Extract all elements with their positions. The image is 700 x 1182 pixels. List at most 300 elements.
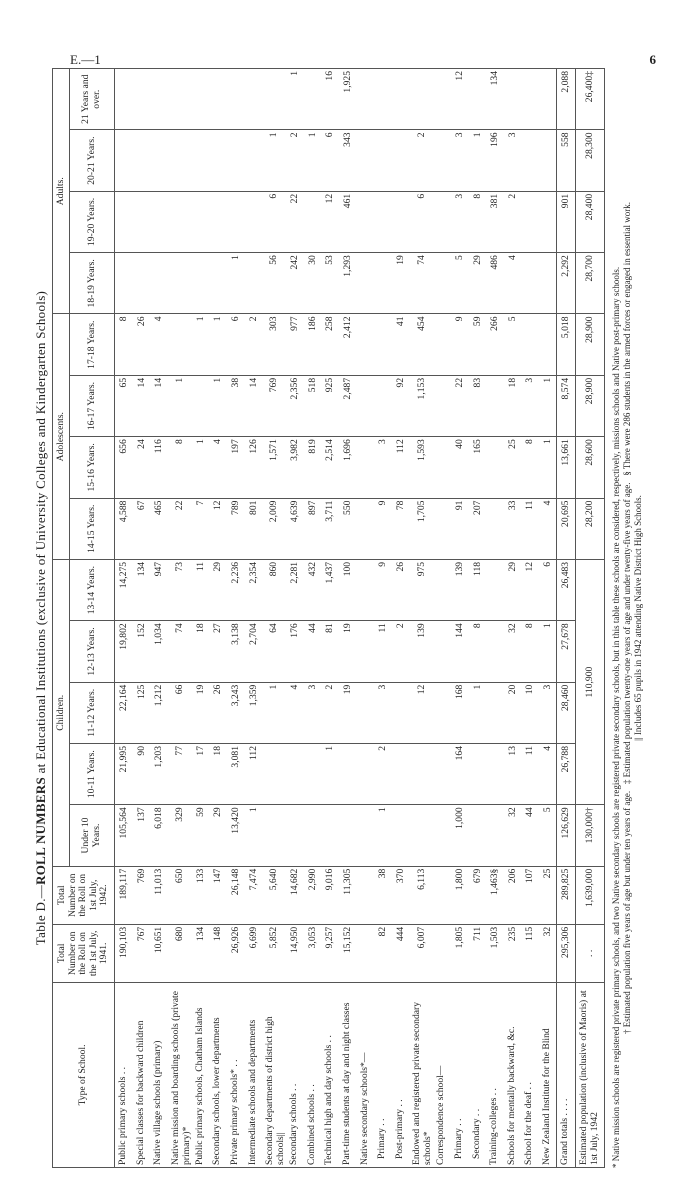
cell-value: 12	[321, 191, 339, 252]
table-row	[286, 69, 304, 1168]
cell-value	[150, 191, 168, 252]
cell-value: 6,018	[150, 805, 168, 866]
row-label: Public primary schools, Chatham Islands	[192, 982, 210, 1167]
cell-value	[245, 69, 263, 130]
table-row	[504, 69, 522, 1168]
cell-value	[150, 253, 168, 314]
cell-value	[433, 314, 451, 375]
cell-value: 14,682	[286, 866, 304, 924]
estimate-adolescents: 28,900	[576, 314, 605, 375]
cell-value: 26,148	[227, 866, 245, 924]
cell-value: 1	[374, 805, 392, 866]
cell-value: 18	[209, 743, 227, 804]
cell-value: 78	[392, 498, 410, 559]
cell-value: 56	[262, 253, 286, 314]
cell-value: 454	[409, 314, 433, 375]
table-row	[409, 69, 433, 1168]
row-label: Native mission and boarding schools (private primary)*	[168, 982, 192, 1167]
table-row	[227, 69, 245, 1168]
cell-value: 2	[504, 191, 522, 252]
cell-value	[339, 805, 357, 866]
header-age: Under 10 Years.	[70, 805, 115, 866]
cell-value	[357, 69, 375, 130]
cell-value: 12	[451, 69, 469, 130]
cell-value: 13	[504, 743, 522, 804]
cell-value	[150, 130, 168, 191]
cell-value: 1,153	[409, 375, 433, 436]
cell-value	[304, 69, 322, 130]
cell-value: 32	[539, 924, 557, 982]
cell-value	[115, 130, 133, 191]
cell-value: 9,257	[321, 924, 339, 982]
cell-value: 5	[539, 805, 557, 866]
cell-value: 4	[539, 743, 557, 804]
cell-value: 148	[209, 924, 227, 982]
header-age: 10-11 Years.	[70, 743, 115, 804]
row-label: Endowed and registered private secondary schools*	[409, 982, 433, 1167]
cell-value: 258	[321, 314, 339, 375]
row-label: Public primary schools . .	[115, 982, 133, 1167]
table-row	[539, 69, 557, 1168]
cell-value	[357, 621, 375, 682]
cell-value	[433, 69, 451, 130]
cell-value	[115, 191, 133, 252]
cell-value: 105,564	[115, 805, 133, 866]
table-row	[486, 69, 504, 1168]
cell-value	[262, 69, 286, 130]
cell-value: 711	[469, 924, 487, 982]
header-age: 14-15 Years.	[70, 498, 115, 559]
cell-value: 13,420	[227, 805, 245, 866]
cell-value: 819	[304, 437, 322, 498]
row-label: Special classes for backward children	[133, 982, 151, 1167]
footnote-1: * Native mission schools are registered private primary schools, and two Native secondary schools are registered private secondary schools, but in this table these schools are considered, respectively, missions schools and Native post-primary schools.	[611, 266, 622, 1168]
cell-value: 2,412	[339, 314, 357, 375]
cell-value: 1	[469, 130, 487, 191]
cell-value: 91	[451, 498, 469, 559]
table-row	[115, 69, 133, 1168]
cell-value: 381	[486, 191, 504, 252]
estimate-adults: 26,400‡	[576, 69, 605, 130]
cell-value: 24	[133, 437, 151, 498]
cell-value: 2,292	[557, 253, 576, 314]
cell-value: 73	[168, 559, 192, 620]
cell-value: 29	[209, 805, 227, 866]
cell-value: 152	[133, 621, 151, 682]
table-row	[357, 69, 375, 1168]
cell-value: 12	[209, 498, 227, 559]
cell-value: 1	[262, 130, 286, 191]
cell-value: 8,574	[557, 375, 576, 436]
row-label: Intermediate schools and departments	[245, 982, 263, 1167]
estimate-row	[576, 69, 605, 1168]
cell-value	[192, 69, 210, 130]
cell-value: 303	[262, 314, 286, 375]
cell-value: 12	[409, 682, 433, 743]
cell-value	[374, 191, 392, 252]
estimate-adolescents: 28,200	[576, 498, 605, 559]
cell-value: 7	[192, 498, 210, 559]
cell-value: 29	[504, 559, 522, 620]
cell-value	[486, 621, 504, 682]
cell-value: 14	[245, 375, 263, 436]
cell-value: 92	[392, 375, 410, 436]
cell-value	[286, 743, 304, 804]
table-row	[133, 69, 151, 1168]
row-label: School for the deaf . .	[521, 982, 539, 1167]
table-body	[115, 69, 605, 1168]
header-age: 19-20 Years.	[70, 191, 115, 252]
cell-value: 5,018	[557, 314, 576, 375]
cell-value: 4	[504, 253, 522, 314]
cell-value	[192, 375, 210, 436]
cell-value: 9,016	[321, 866, 339, 924]
cell-value: 266	[486, 314, 504, 375]
row-label: Native village schools (primary)	[150, 982, 168, 1167]
table-row	[168, 69, 192, 1168]
cell-value: 189,117	[115, 866, 133, 924]
cell-value: 1	[209, 314, 227, 375]
cell-value	[357, 191, 375, 252]
cell-value: 2,487	[339, 375, 357, 436]
cell-value: 14	[150, 375, 168, 436]
cell-value: 947	[150, 559, 168, 620]
cell-value: 196	[486, 130, 504, 191]
cell-value: 38	[374, 866, 392, 924]
page-number: 6	[649, 52, 656, 67]
table-title-rest: at Educational Institutions (exclusive of University Colleges and Kindergarten Schools)	[33, 290, 48, 777]
cell-value: 168	[451, 682, 469, 743]
cell-value: 977	[286, 314, 304, 375]
estimate-1941: . .	[576, 924, 605, 982]
cell-value: 1	[469, 682, 487, 743]
cell-value: 1,203	[150, 743, 168, 804]
cell-value	[433, 559, 451, 620]
cell-value: 370	[392, 866, 410, 924]
cell-value: 139	[409, 621, 433, 682]
cell-value: 38	[227, 375, 245, 436]
cell-value: 1,437	[321, 559, 339, 620]
row-label: Schools for mentally backward, &c.	[504, 982, 522, 1167]
cell-value: 144	[451, 621, 469, 682]
footnote-3: ‡ Estimated population twenty-one years of age and under twenty-five years of age.	[622, 482, 633, 785]
cell-value	[357, 805, 375, 866]
cell-value: 1	[539, 437, 557, 498]
cell-value: 5	[451, 253, 469, 314]
cell-value: 2	[286, 130, 304, 191]
cell-value: 680	[168, 924, 192, 982]
cell-value: 118	[469, 559, 487, 620]
cell-value	[433, 253, 451, 314]
cell-value	[209, 191, 227, 252]
row-label: Part-time students at day and night classes	[339, 982, 357, 1167]
estimate-adolescents: 28,600	[576, 437, 605, 498]
row-label: Correspondence school—	[433, 982, 451, 1167]
cell-value: 1,696	[339, 437, 357, 498]
cell-value: 3	[521, 375, 539, 436]
cell-value: 19	[339, 682, 357, 743]
cell-value: 14,275	[115, 559, 133, 620]
cell-value: 32	[504, 621, 522, 682]
cell-value: 1,925	[339, 69, 357, 130]
cell-value: 30	[304, 253, 322, 314]
cell-value	[357, 559, 375, 620]
rotated-table-block	[30, 68, 675, 1168]
cell-value: 679	[469, 866, 487, 924]
cell-value: 1,805	[451, 924, 469, 982]
table-row	[245, 69, 263, 1168]
cell-value: 2,281	[286, 559, 304, 620]
cell-value: 27,678	[557, 621, 576, 682]
cell-value: 20	[504, 682, 522, 743]
cell-value	[409, 743, 433, 804]
cell-value: 147	[209, 866, 227, 924]
cell-value: 25	[539, 866, 557, 924]
cell-value: 44	[521, 805, 539, 866]
cell-value	[392, 743, 410, 804]
cell-value: 4	[209, 437, 227, 498]
header-total-1941: Total Number on the Roll on the 1st July, 1941.	[53, 924, 115, 982]
cell-value	[486, 805, 504, 866]
cell-value	[209, 253, 227, 314]
cell-value	[433, 866, 451, 924]
cell-value: 1,034	[150, 621, 168, 682]
cell-value: 4	[286, 682, 304, 743]
cell-value	[168, 253, 192, 314]
cell-value: 139	[451, 559, 469, 620]
header-age: 12-13 Years.	[70, 621, 115, 682]
table-row	[150, 69, 168, 1168]
row-label: Primary . .	[374, 982, 392, 1167]
cell-value	[192, 191, 210, 252]
cell-value: 77	[168, 743, 192, 804]
cell-value: 2,354	[245, 559, 263, 620]
cell-value: 1	[245, 805, 263, 866]
cell-value: 3,711	[321, 498, 339, 559]
cell-value	[262, 805, 286, 866]
cell-value: 486	[486, 253, 504, 314]
cell-value: 134	[486, 69, 504, 130]
cell-value	[286, 805, 304, 866]
cell-value: 975	[409, 559, 433, 620]
cell-value	[357, 375, 375, 436]
cell-value	[357, 314, 375, 375]
cell-value: 21,995	[115, 743, 133, 804]
cell-value: 82	[374, 924, 392, 982]
estimate-adolescents: 28,900	[576, 375, 605, 436]
footnote-2: † Estimated population five years of age but under ten years of age.	[622, 790, 633, 1035]
cell-value: 2	[321, 682, 339, 743]
estimate-1942: 1,639,000	[576, 866, 605, 924]
cell-value: 3,081	[227, 743, 245, 804]
cell-value: 26,926	[227, 924, 245, 982]
cell-value: 16	[321, 69, 339, 130]
cell-value: 2,356	[286, 375, 304, 436]
cell-value: 518	[304, 375, 322, 436]
cell-value	[192, 253, 210, 314]
cell-value: 4	[539, 498, 557, 559]
cell-value	[357, 498, 375, 559]
table-row	[304, 69, 322, 1168]
cell-value: 90	[133, 743, 151, 804]
cell-value: 197	[227, 437, 245, 498]
cell-value	[304, 805, 322, 866]
cell-value: 33	[504, 498, 522, 559]
cell-value: 550	[339, 498, 357, 559]
cell-value: 3,138	[227, 621, 245, 682]
cell-value: 137	[133, 805, 151, 866]
cell-value	[304, 191, 322, 252]
cell-value: 1,359	[245, 682, 263, 743]
cell-value: 100	[339, 559, 357, 620]
cell-value: 6	[262, 191, 286, 252]
cell-value: 2	[374, 743, 392, 804]
cell-value: 4	[150, 314, 168, 375]
cell-value	[409, 69, 433, 130]
cell-value: 126,629	[557, 805, 576, 866]
cell-value: 26	[133, 314, 151, 375]
cell-value: 343	[339, 130, 357, 191]
table-row	[469, 69, 487, 1168]
cell-value: 133	[192, 866, 210, 924]
cell-value	[133, 69, 151, 130]
cell-value	[209, 130, 227, 191]
table-row	[192, 69, 210, 1168]
cell-value: 22	[168, 498, 192, 559]
cell-value	[433, 682, 451, 743]
table-row	[374, 69, 392, 1168]
cell-value	[357, 924, 375, 982]
estimate-under10: 130,000†	[576, 805, 605, 866]
cell-value: 3	[374, 682, 392, 743]
cell-value: 8	[521, 437, 539, 498]
cell-value: 6	[539, 559, 557, 620]
cell-value	[133, 253, 151, 314]
header-age: 16-17 Years.	[70, 375, 115, 436]
table-row	[557, 69, 576, 1168]
header-age: 21 Years and over.	[70, 69, 115, 130]
row-label: Secondary schools, lower departments	[209, 982, 227, 1167]
cell-value: 112	[245, 743, 263, 804]
cell-value: 3	[374, 437, 392, 498]
cell-value	[433, 130, 451, 191]
cell-value: 28,460	[557, 682, 576, 743]
cell-value: 444	[392, 924, 410, 982]
cell-value: 2,088	[557, 69, 576, 130]
cell-value	[357, 253, 375, 314]
cell-value: 860	[262, 559, 286, 620]
cell-value: 165	[469, 437, 487, 498]
cell-value	[227, 130, 245, 191]
cell-value	[409, 805, 433, 866]
cell-value: 6	[227, 314, 245, 375]
table-row	[392, 69, 410, 1168]
cell-value: 11	[521, 743, 539, 804]
cell-value: 17	[192, 743, 210, 804]
cell-value: 769	[262, 375, 286, 436]
cell-value: 925	[321, 375, 339, 436]
cell-value	[433, 375, 451, 436]
cell-value	[433, 621, 451, 682]
cell-value: 465	[150, 498, 168, 559]
cell-value: 4,588	[115, 498, 133, 559]
cell-value	[433, 805, 451, 866]
cell-value: 126	[245, 437, 263, 498]
header-age: 13-14 Years.	[70, 559, 115, 620]
estimate-adults: 28,300	[576, 130, 605, 191]
cell-value	[521, 314, 539, 375]
cell-value: 650	[168, 866, 192, 924]
cell-value	[262, 743, 286, 804]
table-title-prefix: Table D.—	[33, 884, 48, 946]
cell-value	[133, 191, 151, 252]
cell-value: 461	[339, 191, 357, 252]
cell-value: 897	[304, 498, 322, 559]
cell-value	[168, 191, 192, 252]
cell-value	[227, 191, 245, 252]
cell-value: 558	[557, 130, 576, 191]
cell-value	[150, 69, 168, 130]
cell-value: 8	[168, 437, 192, 498]
table-row	[321, 69, 339, 1168]
cell-value: 1	[262, 682, 286, 743]
cell-value	[433, 437, 451, 498]
cell-value	[321, 805, 339, 866]
table-row	[433, 69, 451, 1168]
cell-value: 176	[286, 621, 304, 682]
cell-value: 1	[539, 621, 557, 682]
cell-value: 801	[245, 498, 263, 559]
cell-value	[168, 69, 192, 130]
cell-value	[245, 130, 263, 191]
cell-value: 789	[227, 498, 245, 559]
cell-value	[209, 69, 227, 130]
cell-value: 59	[469, 314, 487, 375]
cell-value: 41	[392, 314, 410, 375]
cell-value	[539, 253, 557, 314]
cell-value: 14	[133, 375, 151, 436]
cell-value: 19	[339, 621, 357, 682]
cell-value	[374, 253, 392, 314]
row-label: Secondary schools . .	[286, 982, 304, 1167]
cell-value: 6	[409, 191, 433, 252]
cell-value	[392, 130, 410, 191]
cell-value: 8	[469, 191, 487, 252]
cell-value	[486, 437, 504, 498]
cell-value: 2,990	[304, 866, 322, 924]
cell-value: 4,639	[286, 498, 304, 559]
estimate-label: Estimated population (inclusive of Maoris) at 1st July, 1942	[576, 982, 605, 1167]
cell-value: 3	[304, 682, 322, 743]
cell-value	[539, 69, 557, 130]
cell-value: 2	[245, 314, 263, 375]
cell-value: 767	[133, 924, 151, 982]
table-row	[521, 69, 539, 1168]
cell-value	[392, 805, 410, 866]
cell-value: 19	[192, 682, 210, 743]
cell-value	[374, 130, 392, 191]
cell-value: 8	[469, 621, 487, 682]
cell-value	[245, 191, 263, 252]
cell-value: 10,651	[150, 924, 168, 982]
cell-value: 3	[504, 130, 522, 191]
cell-value	[486, 559, 504, 620]
estimate-adults: 28,400	[576, 191, 605, 252]
row-label: Private primary schools* . .	[227, 982, 245, 1167]
cell-value: 1,212	[150, 682, 168, 743]
cell-value	[521, 253, 539, 314]
cell-value	[521, 69, 539, 130]
